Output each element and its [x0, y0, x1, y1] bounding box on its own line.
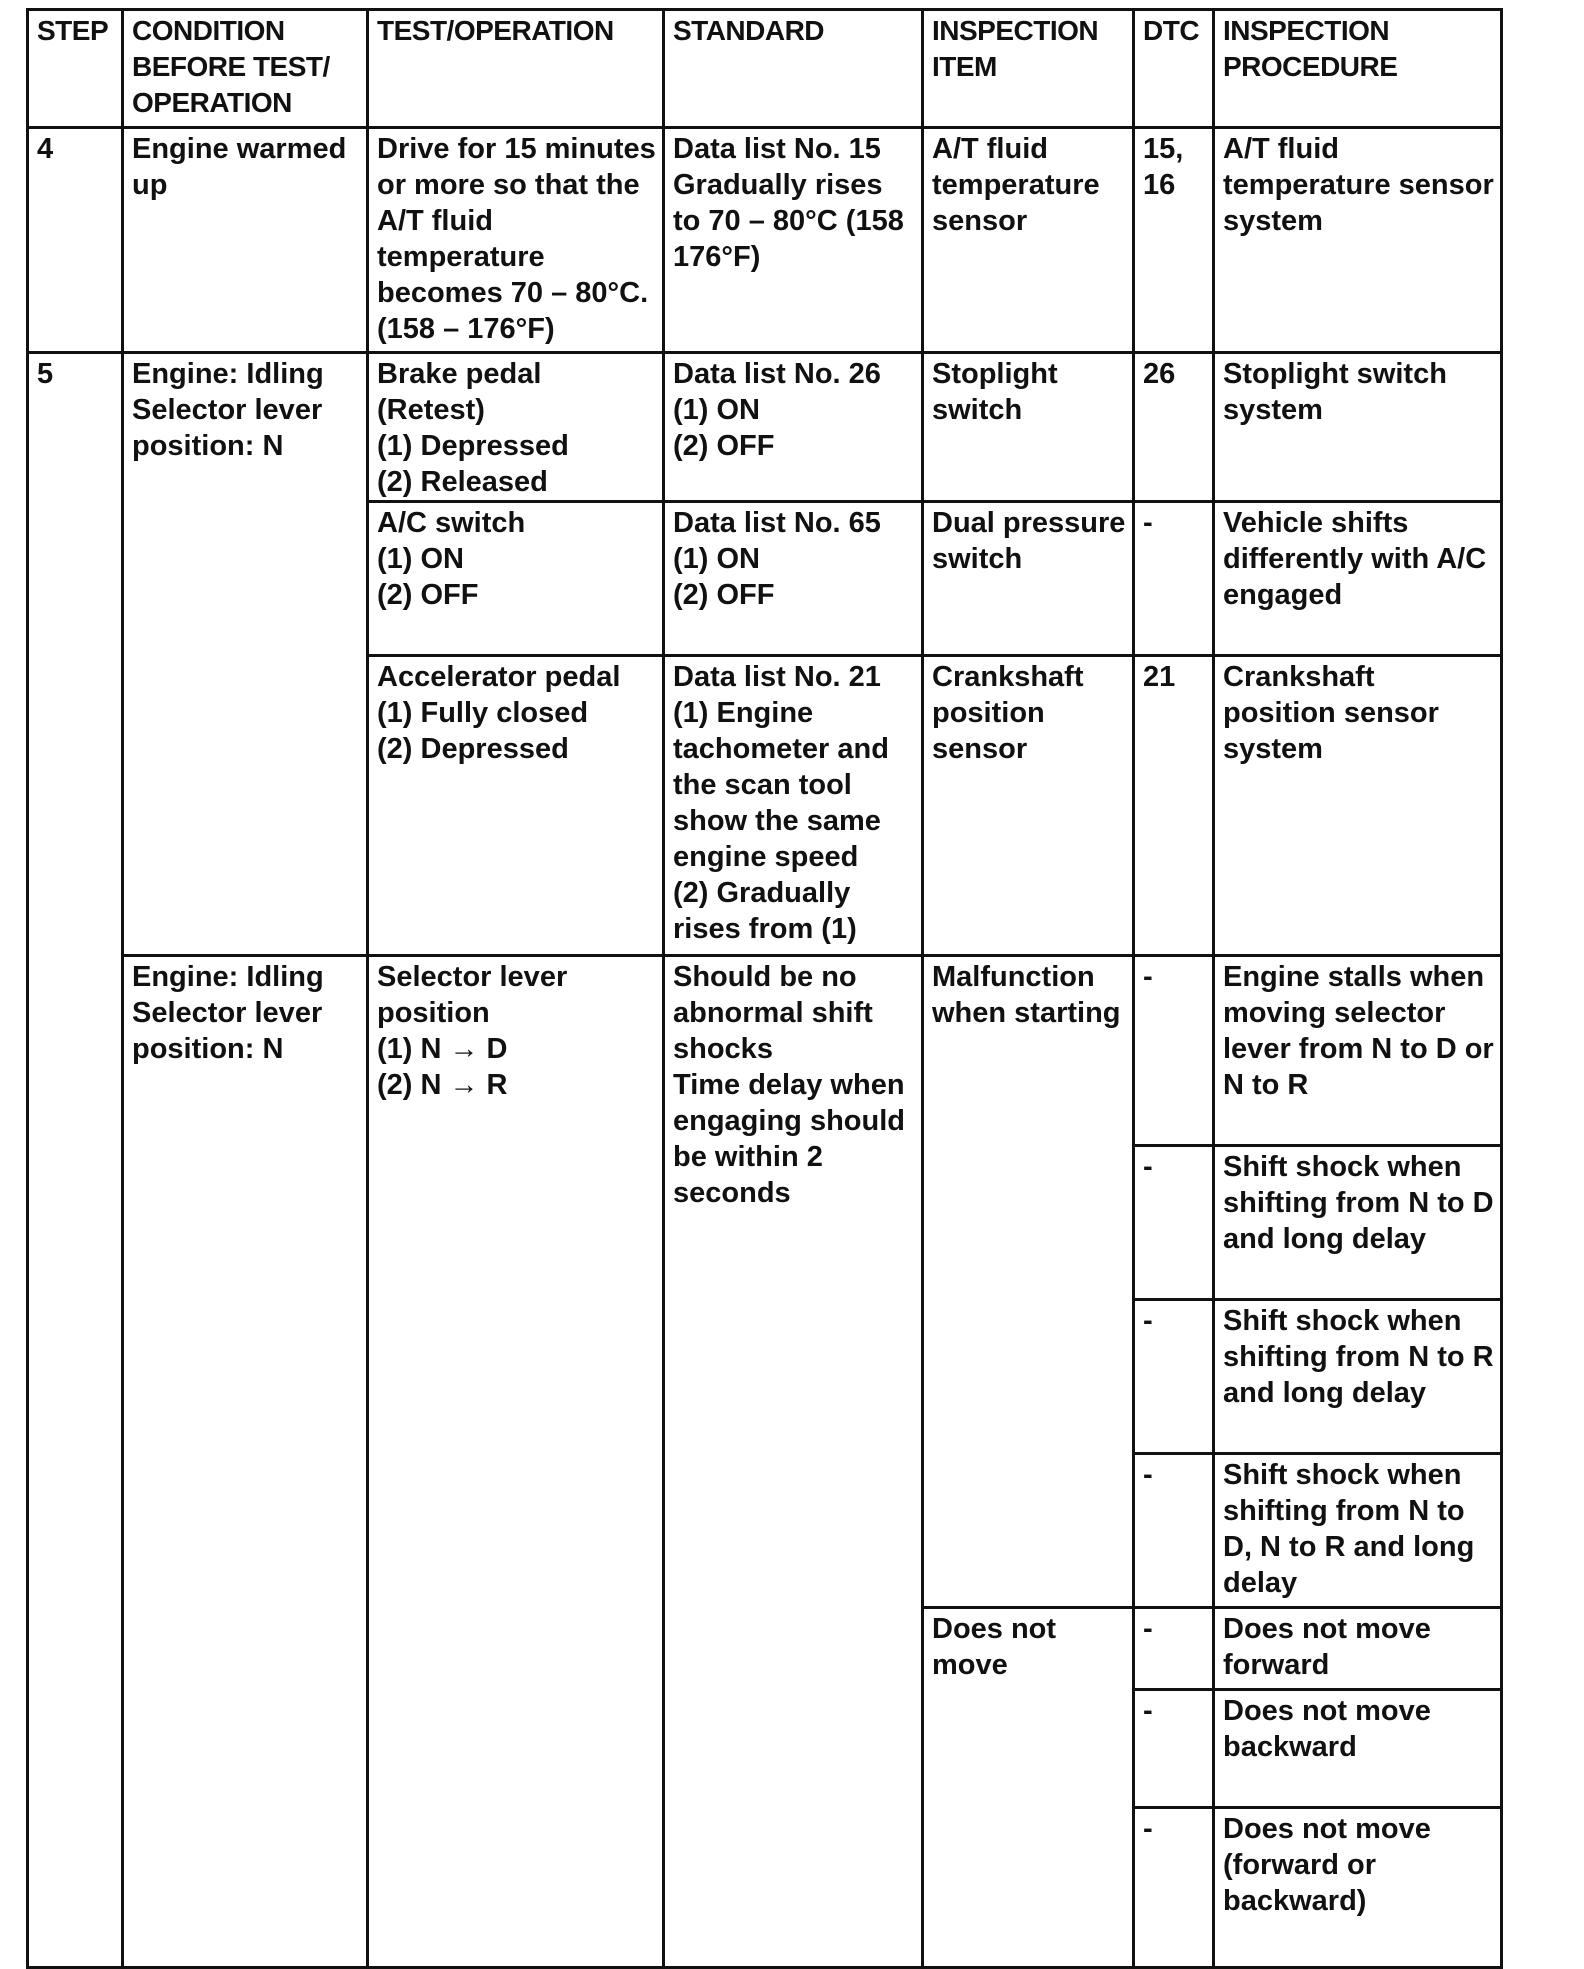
step-number: 4: [28, 128, 123, 353]
header-inspection-item: INSPECTION ITEM: [923, 10, 1134, 128]
procedure-cell: Shift shock when shifting from N to D, N to R and long delay: [1214, 1454, 1502, 1608]
inspection-item-cell: A/T fluid temperature sensor: [923, 128, 1134, 353]
dtc-cell: 26: [1134, 353, 1214, 502]
procedure-cell: Does not move (forward or backward): [1214, 1808, 1502, 1968]
procedure-cell: Vehicle shifts differently with A/C engaged: [1214, 502, 1502, 656]
dtc-cell: 21: [1134, 656, 1214, 956]
procedure-cell: Shift shock when shifting from N to D and long delay: [1214, 1146, 1502, 1300]
dtc-cell: 15, 16: [1134, 128, 1214, 353]
procedure-cell: Shift shock when shifting from N to R and long delay: [1214, 1300, 1502, 1454]
standard-cell: Should be no abnormal shift shocks Time delay when engaging should be within 2 seconds: [664, 956, 923, 1968]
test-cell: Accelerator pedal (1) Fully closed (2) Depressed: [368, 656, 664, 956]
dtc-cell: -: [1134, 1146, 1214, 1300]
inspection-table: [26, 8, 1503, 1969]
dtc-cell: -: [1134, 1454, 1214, 1608]
dtc-cell: -: [1134, 1690, 1214, 1808]
header-step: STEP: [28, 10, 123, 128]
procedure-cell: Crankshaft position sensor system: [1214, 656, 1502, 956]
header-row: [28, 10, 1502, 128]
step-number: 5: [28, 353, 123, 1968]
inspection-item-cell: Stoplight switch: [923, 353, 1134, 502]
standard-cell: Data list No. 15 Gradually rises to 70 – 80°C (158 176°F): [664, 128, 923, 353]
inspection-item-cell: Crankshaft position sensor: [923, 656, 1134, 956]
standard-cell: Data list No. 65 (1) ON (2) OFF: [664, 502, 923, 656]
table-row-step-4: [28, 128, 1502, 353]
procedure-cell: Does not move backward: [1214, 1690, 1502, 1808]
test-cell: Selector lever position (1) N → D (2) N → R: [368, 956, 664, 1968]
inspection-item-cell: Does not move: [923, 1608, 1134, 1968]
inspection-item-cell: Dual pressure switch: [923, 502, 1134, 656]
dtc-cell: -: [1134, 1608, 1214, 1690]
procedure-cell: Does not move forward: [1214, 1608, 1502, 1690]
condition-cell: Engine: Idling Selector lever position: N: [123, 956, 368, 1968]
procedure-cell: Engine stalls when moving selector lever from N to D or N to R: [1214, 956, 1502, 1146]
standard-cell: Data list No. 21 (1) Engine tachometer and the scan tool show the same engine speed (2) Gradually rises from (1): [664, 656, 923, 956]
dtc-cell: -: [1134, 1300, 1214, 1454]
condition-cell: Engine: Idling Selector lever position: N: [123, 353, 368, 956]
test-cell: Brake pedal (Retest) (1) Depressed (2) Released: [368, 353, 664, 502]
table-row-step-5-brake: [28, 353, 1502, 502]
dtc-cell: -: [1134, 956, 1214, 1146]
dtc-cell: -: [1134, 502, 1214, 656]
condition-cell: Engine warmed up: [123, 128, 368, 353]
header-test-operation: TEST/OPERATION: [368, 10, 664, 128]
inspection-item-cell: Malfunction when starting: [923, 956, 1134, 1608]
dtc-cell: -: [1134, 1808, 1214, 1968]
procedure-cell: A/T fluid temperature sensor system: [1214, 128, 1502, 353]
test-cell: Drive for 15 minutes or more so that the A/T fluid temperature becomes 70 – 80°C. (158 – 176°F): [368, 128, 664, 353]
table-row-selector-1: [28, 956, 1502, 1146]
standard-cell: Data list No. 26 (1) ON (2) OFF: [664, 353, 923, 502]
header-condition: CONDITION BEFORE TEST/ OPERATION: [123, 10, 368, 128]
procedure-cell: Stoplight switch system: [1214, 353, 1502, 502]
header-inspection-procedure: INSPECTION PROCEDURE: [1214, 10, 1502, 128]
header-dtc: DTC: [1134, 10, 1214, 128]
header-standard: STANDARD: [664, 10, 923, 128]
test-cell: A/C switch (1) ON (2) OFF: [368, 502, 664, 656]
